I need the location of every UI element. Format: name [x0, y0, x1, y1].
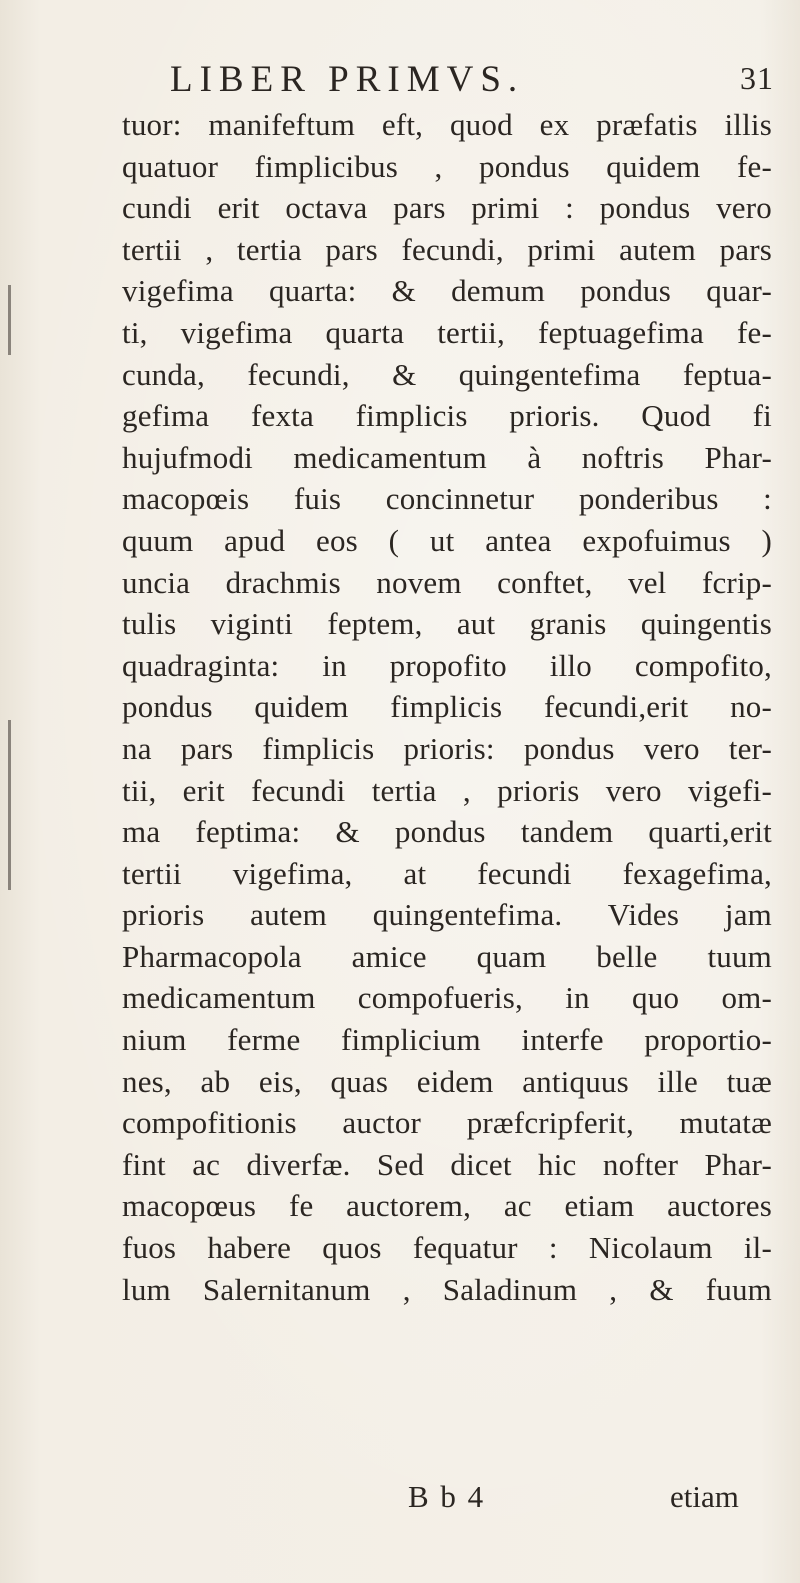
text-line: prioris autem quingentefima. Vides jam	[122, 897, 772, 933]
text-line: nes, ab eis, quas eidem antiquus ille tuæ	[122, 1063, 772, 1099]
text-line: hujufmodi medicamentum à noftris Phar-	[122, 439, 772, 475]
text-line: tii, erit fecundi tertia , prioris vero vigefi-	[122, 772, 772, 808]
text-line: tuor: manifeftum eft, quod ex præfatis illis	[122, 107, 772, 142]
text-line: na pars fimplicis prioris: pondus vero ter-	[122, 730, 772, 766]
text-line: tulis viginti feptem, aut granis quingentis	[122, 606, 772, 642]
text-line: nium ferme fimplicium interfe proportio-	[122, 1022, 772, 1058]
page-footer	[122, 1479, 772, 1519]
page-header	[170, 58, 774, 100]
text-line: gefima fexta fimplicis prioris. Quod fi	[122, 398, 772, 434]
text-line: compofitionis auctor præfcripferit, mutatæ	[122, 1105, 772, 1141]
text-line: Pharmacopola amice quam belle tuum	[122, 938, 772, 974]
text-line: medicamentum compofueris, in quo om-	[122, 980, 772, 1016]
text-line: vigefima quarta: & demum pondus quar-	[122, 273, 772, 309]
text-line: tertii , tertia pars fecundi, primi autem pars	[122, 231, 772, 267]
text-line: quadraginta: in propofito illo compofito,	[122, 647, 772, 683]
text-line: macopœis fuis concinnetur ponderibus :	[122, 481, 772, 517]
gutter-shadow-upper	[8, 285, 11, 355]
text-line: ma feptima: & pondus tandem quarti,erit	[122, 814, 772, 850]
text-line: fuos habere quos fequatur : Nicolaum il-	[122, 1230, 772, 1266]
signature-mark: B b 4	[408, 1479, 486, 1514]
text-line: quatuor fimplicibus , pondus quidem fe-	[122, 148, 772, 184]
page-number: 31	[740, 60, 774, 96]
text-line: tertii vigefima, at fecundi fexagefima,	[122, 855, 772, 891]
text-line: cundi erit octava pars primi : pondus vero	[122, 190, 772, 226]
text-line: macopœus fe auctorem, ac etiam auctores	[122, 1188, 772, 1224]
text-line: fint ac diverfæ. Sed dicet hic nofter Phar-	[122, 1146, 772, 1182]
text-line: uncia drachmis novem conftet, vel fcrip-	[122, 564, 772, 600]
body-text	[122, 104, 772, 1310]
catchword: etiam	[670, 1479, 739, 1514]
text-line: lum Salernitanum , Saladinum , & fuum	[122, 1271, 772, 1307]
running-title: LIBER PRIMVS.	[170, 59, 525, 100]
text-line: cunda, fecundi, & quingentefima feptua-	[122, 356, 772, 392]
gutter-shadow-lower	[8, 720, 11, 890]
text-line: quum apud eos ( ut antea expofuimus )	[122, 522, 772, 558]
text-line: pondus quidem fimplicis fecundi,erit no-	[122, 689, 772, 725]
text-line: ti, vigefima quarta tertii, feptuagefima fe-	[122, 314, 772, 350]
